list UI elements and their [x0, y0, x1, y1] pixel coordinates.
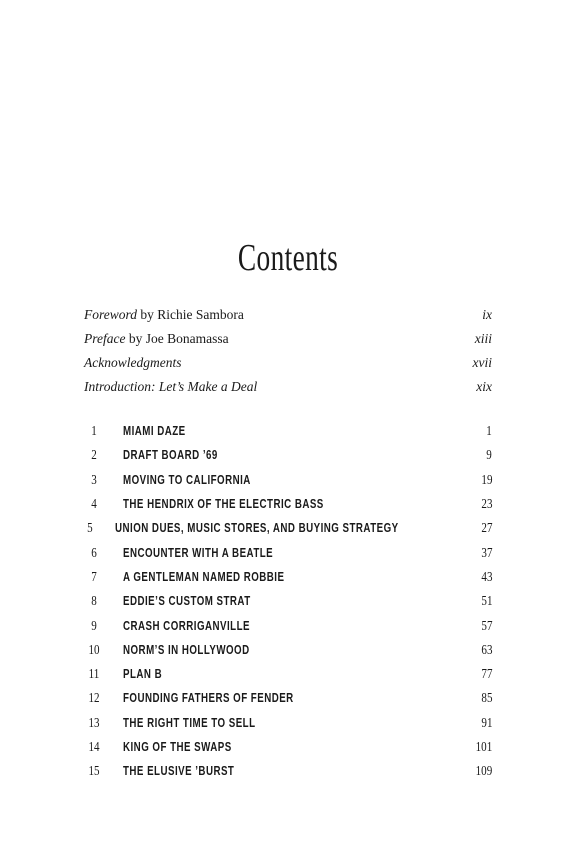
chapter-number: 13: [88, 714, 100, 730]
entry-title-italic: Preface: [84, 331, 126, 346]
chapter-entry[interactable]: [84, 662, 492, 686]
chapter-number: 9: [91, 617, 97, 633]
chapter-number: 8: [91, 593, 97, 609]
chapter-entry[interactable]: [84, 686, 492, 710]
chapter-entry[interactable]: [84, 711, 492, 735]
chapter-number: 10: [88, 641, 100, 657]
front-matter-entry-foreword[interactable]: [84, 303, 492, 327]
entry-title-rest: by Joe Bonamassa: [125, 331, 229, 346]
entry-title-italic: Acknowledgments: [84, 355, 182, 370]
chapter-number: 12: [88, 690, 100, 706]
chapter-page: 27: [480, 520, 492, 536]
chapter-title: THE ELUSIVE ’BURST: [123, 764, 235, 779]
chapter-page: 19: [480, 471, 492, 487]
chapter-title: MIAMI DAZE: [123, 424, 186, 439]
entry-page: xiii: [474, 331, 492, 346]
chapter-title: KING OF THE SWAPS: [123, 740, 232, 754]
chapter-title: PLAN B: [123, 667, 163, 682]
chapter-entry[interactable]: [84, 443, 492, 467]
chapter-page: 101: [475, 739, 492, 754]
chapter-page: 23: [480, 496, 492, 512]
chapter-entry[interactable]: [84, 565, 492, 589]
entry-page: ix: [482, 307, 492, 322]
chapter-number: 4: [91, 496, 97, 512]
chapter-entry[interactable]: [84, 419, 492, 443]
entry-title: [84, 307, 244, 323]
chapter-entry[interactable]: [84, 492, 492, 516]
chapter-title: THE RIGHT TIME TO SELL: [123, 715, 256, 730]
chapter-page: 37: [480, 544, 492, 560]
chapter-title: EDDIE’S CUSTOM STRAT: [123, 594, 251, 609]
chapter-number: 15: [88, 763, 100, 779]
entry-title: [84, 379, 257, 395]
chapter-page: 109: [475, 763, 492, 779]
entry-title-rest: by Richie Sambora: [137, 307, 244, 322]
chapter-page: 85: [480, 690, 492, 706]
entry-page: xix: [476, 379, 492, 394]
entry-title-italic: Foreword: [84, 307, 137, 322]
chapter-number: 11: [88, 666, 100, 682]
entry-title: [84, 331, 229, 347]
chapter-page: 57: [480, 617, 492, 633]
chapter-page: 1: [486, 423, 492, 439]
chapter-title: NORM’S IN HOLLYWOOD: [123, 642, 250, 657]
chapter-entry[interactable]: [84, 516, 492, 540]
front-matter-entry-preface[interactable]: [84, 327, 492, 351]
front-matter-entry-acknowledgments[interactable]: [84, 351, 492, 375]
chapter-number: 14: [88, 739, 100, 754]
chapter-title: FOUNDING FATHERS OF FENDER: [123, 691, 294, 706]
chapter-page: 77: [480, 666, 492, 682]
entry-page: xvii: [472, 355, 492, 370]
chapter-entry[interactable]: [84, 468, 492, 492]
entry-title-italic: Introduction: Let’s Make a Deal: [84, 379, 258, 394]
chapter-number: 1: [91, 423, 97, 439]
chapter-number: 5: [87, 520, 93, 536]
chapter-title: A GENTLEMAN NAMED ROBBIE: [123, 569, 285, 584]
chapter-page: 51: [480, 593, 492, 609]
chapter-page: 91: [480, 714, 492, 730]
chapter-number: 6: [91, 544, 97, 560]
chapter-number: 3: [91, 471, 97, 487]
chapter-title: MOVING TO CALIFORNIA: [123, 472, 251, 487]
front-matter-entry-introduction[interactable]: [84, 375, 492, 399]
page-title: Contents: [237, 237, 339, 279]
chapter-entry[interactable]: [84, 589, 492, 613]
chapter-entry[interactable]: [84, 735, 492, 759]
front-matter-list: [84, 303, 492, 399]
chapter-title: ENCOUNTER WITH A BEATLE: [123, 545, 274, 560]
chapter-page: 43: [480, 568, 492, 584]
chapter-title: DRAFT BOARD ’69: [123, 448, 218, 463]
chapter-entry[interactable]: [84, 759, 492, 783]
chapter-number: 2: [91, 447, 97, 463]
chapter-title: THE HENDRIX OF THE ELECTRIC BASS: [123, 497, 324, 512]
chapter-title: CRASH CORRIGANVILLE: [123, 618, 250, 633]
chapter-title: UNION DUES, MUSIC STORES, AND BUYING STRATEGY: [114, 521, 399, 536]
chapter-list: [84, 419, 492, 783]
chapter-page: 63: [480, 641, 492, 657]
chapter-page: 9: [486, 447, 492, 463]
chapter-number: 7: [91, 568, 97, 584]
chapter-entry[interactable]: [84, 613, 492, 637]
chapter-entry[interactable]: [84, 638, 492, 662]
entry-title: [84, 355, 181, 371]
chapter-entry[interactable]: [84, 540, 492, 564]
